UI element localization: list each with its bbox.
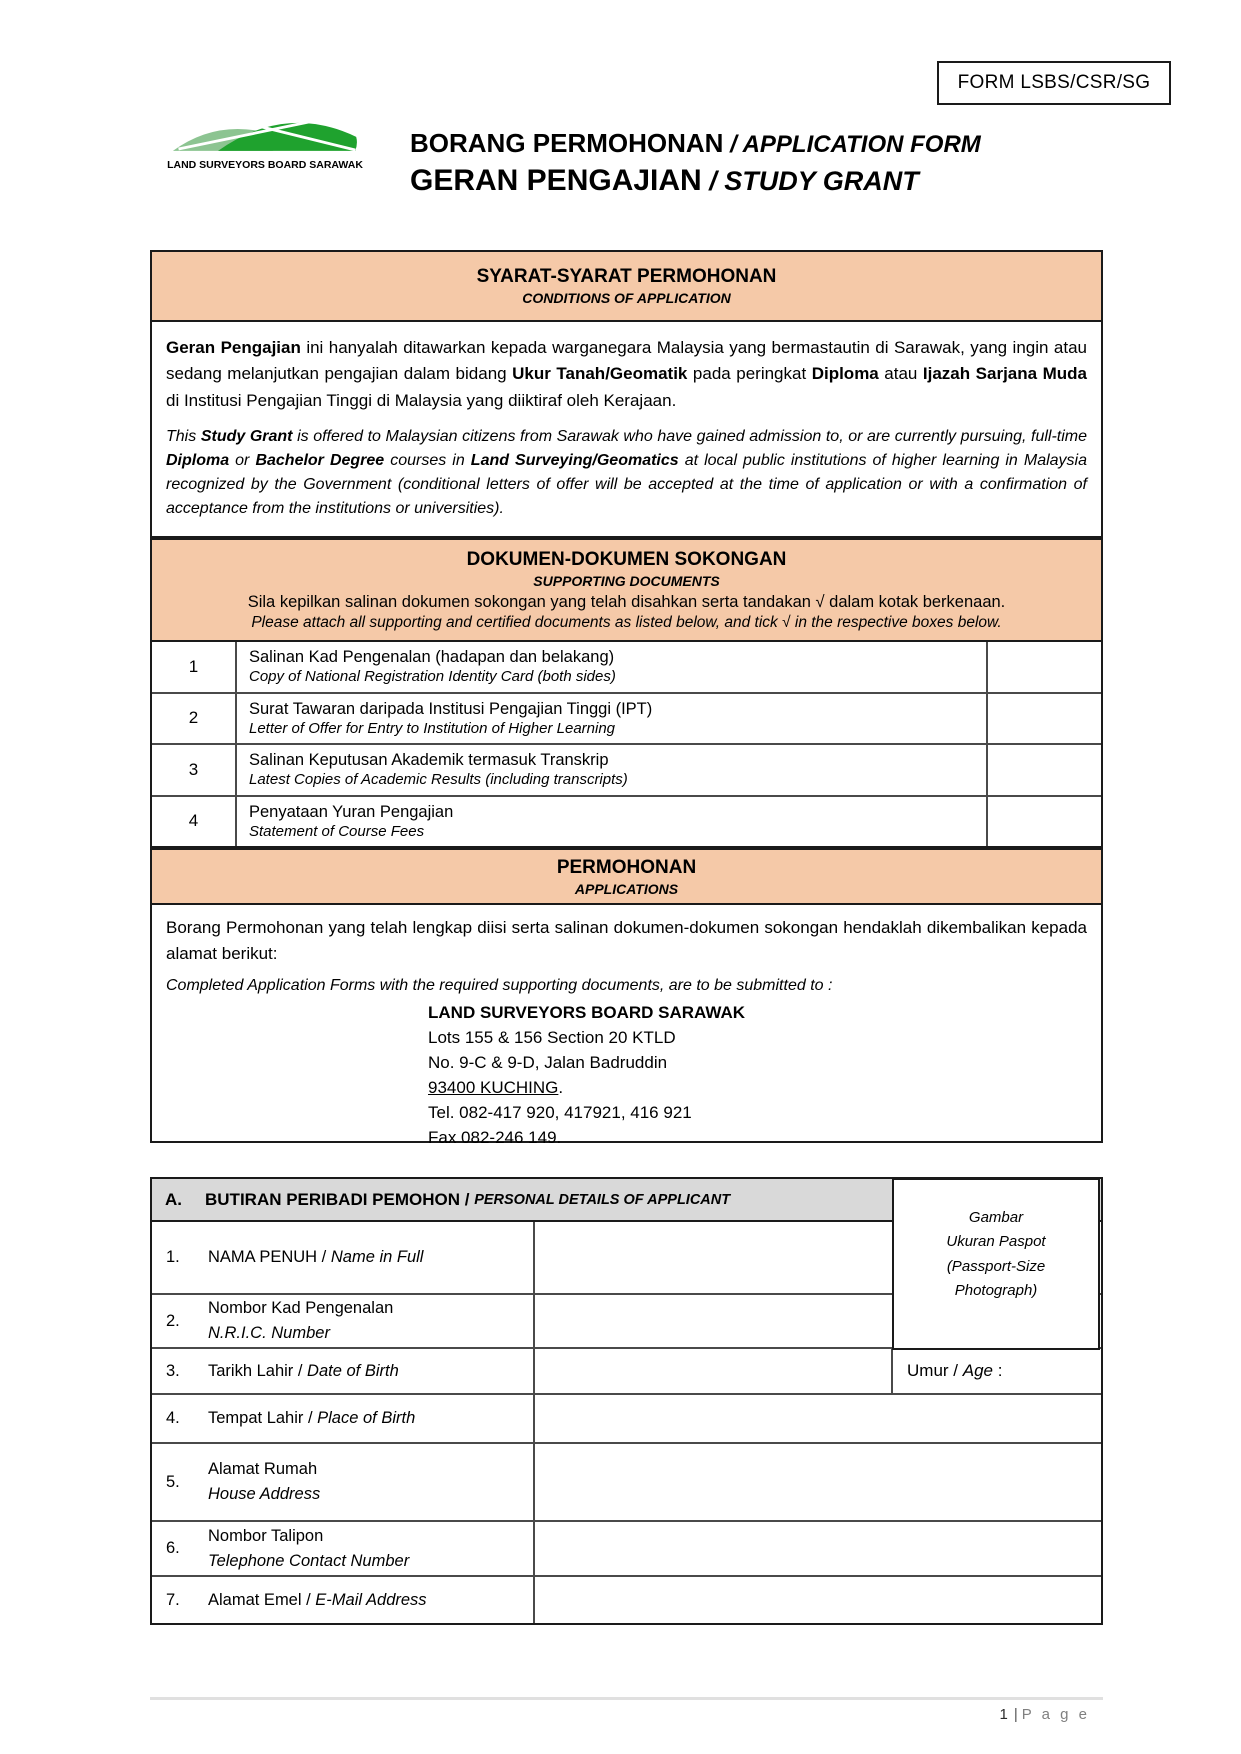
title-line1-en: APPLICATION FORM — [742, 131, 981, 158]
tick-checkbox[interactable] — [986, 642, 1101, 692]
tick-checkbox[interactable] — [986, 797, 1101, 847]
field-label-text — [208, 1457, 320, 1507]
address-city-underlined: 93400 KUCHING — [428, 1077, 559, 1097]
document-description-en: Statement of Course Fees — [249, 822, 425, 840]
document-description-en: Copy of National Registration Identity Card (both sides) — [249, 668, 616, 686]
field-label — [152, 1295, 535, 1347]
table-row — [152, 642, 1101, 692]
logo-hills-icon — [171, 110, 359, 158]
section-a-title-en: PERSONAL DETAILS OF APPLICANT — [474, 1191, 731, 1208]
address-org-name: LAND SURVEYORS BOARD SARAWAK — [428, 1002, 746, 1022]
page-number — [150, 1706, 1090, 1723]
address-city-suffix: . — [558, 1077, 564, 1097]
table-row — [152, 692, 1101, 744]
conditions-body — [150, 322, 1103, 538]
section-a-label: A. — [165, 1189, 182, 1209]
field-label-line2: House Address — [208, 1485, 321, 1503]
table-row — [152, 1575, 1101, 1623]
section-a-separator: / — [460, 1189, 475, 1209]
submission-address — [428, 1001, 1087, 1151]
supporting-documents-table — [150, 642, 1103, 848]
document-description — [237, 797, 986, 847]
applications-title-en: APPLICATIONS — [574, 880, 679, 897]
passport-photo-box[interactable] — [892, 1178, 1100, 1350]
address-fax: Fax 082-246 149. — [428, 1127, 562, 1147]
applications-title-ms: PERMOHONAN — [556, 856, 697, 878]
document-number: 4 — [152, 797, 237, 847]
document-description-ms: Penyataan Yuran Pengajian — [249, 802, 454, 821]
field-label — [152, 1522, 535, 1575]
field-label-line2: N.R.I.C. Number — [208, 1324, 330, 1342]
section-a-title-ms: BUTIRAN PERIBADI PEMOHON — [205, 1189, 461, 1209]
applications-paragraph-en: Completed Application Forms with the required supporting documents, are to be submitted to : — [166, 976, 833, 994]
field-number: 1. — [166, 1248, 180, 1266]
field-label — [152, 1349, 535, 1393]
documents-note-ms: Sila kepilkan salinan dokumen sokongan yang telah disahkan serta tandakan √ dalam kotak berkenaan. — [247, 592, 1006, 611]
field-label — [152, 1577, 535, 1623]
documents-title-en: SUPPORTING DOCUMENTS — [533, 572, 720, 589]
page-label: P a g e — [1021, 1706, 1090, 1723]
document-title-block — [410, 128, 1050, 198]
field-label-text: NAMA PENUH / Name in Full — [208, 1248, 424, 1267]
table-row — [152, 1393, 1101, 1442]
address-line2: No. 9-C & 9-D, Jalan Badruddin — [428, 1052, 668, 1072]
document-title-line1 — [410, 128, 1050, 159]
table-row — [152, 1520, 1101, 1575]
form-code-box — [937, 61, 1171, 105]
document-description — [237, 745, 986, 795]
field-number: 4. — [166, 1409, 180, 1427]
title-line2-en: STUDY GRANT — [724, 166, 919, 196]
field-label-text: Alamat Emel / E-Mail Address — [208, 1590, 427, 1609]
field-label-text — [208, 1524, 409, 1574]
document-description-ms: Salinan Keputusan Akademik termasuk Transkrip — [249, 751, 609, 770]
field-label — [152, 1395, 535, 1442]
documents-note-en: Please attach all supporting and certified documents as listed below, and tick √ in the respective boxes below. — [251, 613, 1002, 631]
field-number: 7. — [166, 1590, 180, 1609]
document-description-ms: Salinan Kad Pengenalan (hadapan dan belakang) — [249, 648, 615, 667]
address-tel: Tel. 082-417 920, 417921, 416 921 — [428, 1102, 692, 1122]
field-number: 3. — [166, 1361, 180, 1380]
age-label: Umur / Age : — [907, 1361, 1003, 1380]
title-line2-sep: / — [701, 166, 725, 196]
age-cell — [893, 1349, 1101, 1393]
field-label-line1: Nombor Kad Pengenalan — [208, 1299, 394, 1318]
page-number-separator: | — [1013, 1706, 1018, 1723]
tick-checkbox[interactable] — [986, 745, 1101, 795]
photo-box-line1: Gambar — [968, 1209, 1024, 1226]
applications-section-header — [150, 848, 1103, 905]
field-label-text — [208, 1296, 393, 1346]
conditions-section-header — [150, 250, 1103, 322]
address-city — [428, 1076, 1087, 1101]
document-description-en: Latest Copies of Academic Results (including transcripts) — [249, 771, 628, 789]
form-code-text: FORM LSBS/CSR/SG — [957, 72, 1151, 93]
photo-box-line4: Photograph) — [954, 1281, 1038, 1299]
documents-title-ms: DOKUMEN-DOKUMEN SOKONGAN — [466, 548, 787, 570]
applications-paragraph-ms: Borang Permohonan yang telah lengkap diisi serta salinan dokumen-dokumen sokongan hendaklah dikembalikan kepada alamat berikut: — [166, 918, 1087, 964]
document-description — [237, 642, 986, 692]
table-row — [152, 795, 1101, 847]
field-number: 5. — [166, 1472, 180, 1491]
date-of-birth-input[interactable] — [535, 1349, 893, 1393]
title-line2-ms: GERAN PENGAJIAN — [410, 164, 702, 197]
field-label-line1: Alamat Rumah — [208, 1460, 318, 1479]
document-description — [237, 694, 986, 744]
page-number-value: 1 — [999, 1706, 1008, 1723]
place-of-birth-input[interactable] — [535, 1395, 1101, 1442]
field-label-line1: Nombor Talipon — [208, 1526, 324, 1545]
footer-divider — [150, 1697, 1103, 1700]
address-line1: Lots 155 & 156 Section 20 KTLD — [428, 1027, 676, 1047]
document-number: 3 — [152, 745, 237, 795]
tick-checkbox[interactable] — [986, 694, 1101, 744]
email-address-input[interactable] — [535, 1577, 1101, 1623]
table-row — [152, 1442, 1101, 1520]
conditions-paragraph-en: This Study Grant is offered to Malaysian citizens from Sarawak who have gained admission to, or are currently pursuing, full-time Diploma or Bachelor Degree courses in Land Surveying/Geomatics at local public institutions of higher learning in Malaysia recognized by the Government (conditional letters of offer will be accepted at the time of application or with a confirmation of acceptance from the institutions or universities). — [166, 428, 1088, 518]
house-address-input[interactable] — [535, 1444, 1101, 1520]
field-label-line2: Telephone Contact Number — [208, 1551, 410, 1570]
field-label — [152, 1222, 535, 1293]
applications-body — [150, 905, 1103, 1147]
title-line1-sep: / — [723, 131, 743, 158]
document-number: 2 — [152, 694, 237, 744]
photo-box-line2: Ukuran Paspot — [946, 1233, 1046, 1251]
field-number: 2. — [166, 1311, 180, 1330]
conditions-title-en: CONDITIONS OF APPLICATION — [522, 290, 731, 306]
document-description-ms: Surat Tawaran daripada Institusi Pengajian Tinggi (IPT) — [249, 699, 653, 718]
conditions-title-ms: SYARAT-SYARAT PERMOHONAN — [476, 266, 777, 287]
table-row — [152, 743, 1101, 795]
document-title-line2 — [410, 164, 1050, 198]
telephone-number-input[interactable] — [535, 1522, 1101, 1575]
title-line1-ms: BORANG PERMOHONAN — [410, 128, 724, 158]
logo-text: LAND SURVEYORS BOARD SARAWAK — [167, 159, 363, 171]
document-description-en: Letter of Offer for Entry to Institution of Higher Learning — [249, 719, 616, 737]
field-label-text: Tempat Lahir / Place of Birth — [208, 1409, 416, 1428]
field-label-text: Tarikh Lahir / Date of Birth — [208, 1361, 399, 1380]
supporting-documents-header — [150, 538, 1103, 642]
photo-box-line3: (Passport-Size — [946, 1257, 1046, 1275]
field-label — [152, 1444, 535, 1520]
org-logo — [166, 110, 364, 171]
conditions-paragraph-ms: Geran Pengajian ini hanyalah ditawarkan kepada warganegara Malaysia yang bermastautin di Sarawak, yang ingin atau sedang melanjutkan pengajian dalam bidang Ukur Tanah/Geomatik pada peringkat Diploma atau Ijazah Sarjana Muda di Institusi Pengajian Tinggi di Malaysia yang diiktiraf oleh Kerajaan. — [166, 338, 1087, 410]
document-number: 1 — [152, 642, 237, 692]
table-row — [152, 1347, 1101, 1393]
field-number: 6. — [166, 1539, 180, 1557]
